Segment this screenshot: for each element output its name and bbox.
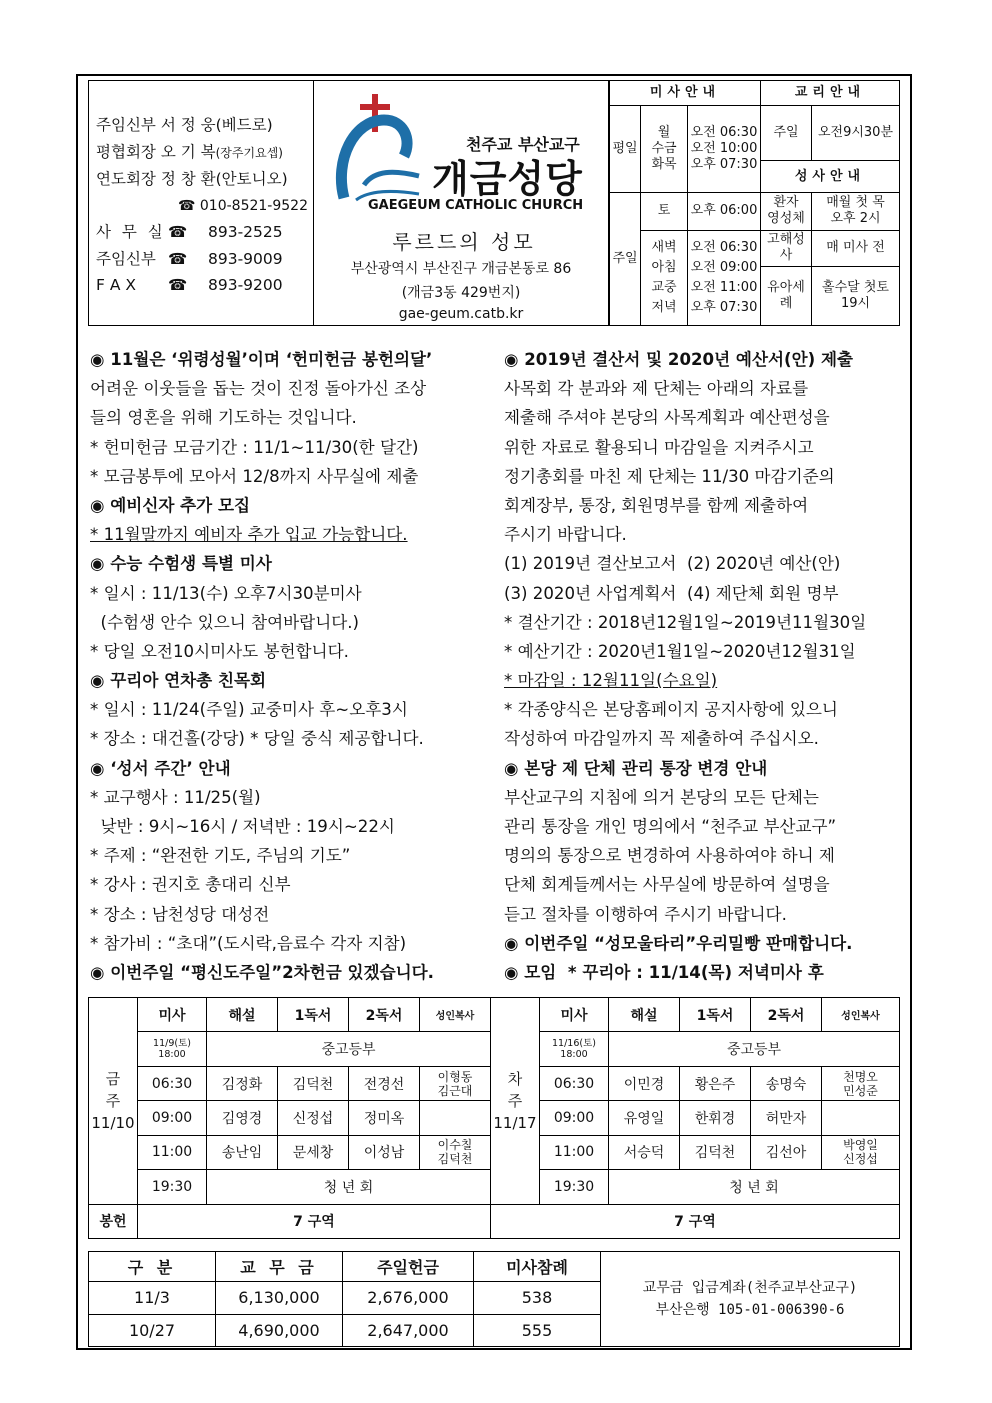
fin-sunday: 2,647,000 (343, 1314, 474, 1346)
finance-table (88, 1251, 900, 1347)
fin-tithe: 6,130,000 (216, 1282, 343, 1314)
notice-line: * 일시 : 11/13(수) 오후7시30분미사 (90, 583, 362, 603)
fin-attendance: 555 (474, 1314, 601, 1346)
this-week-label: 금 주 11/10 (89, 998, 138, 1205)
notice-line: * 예산기간 : 2020년1월1일~2020년12월31일 (504, 641, 856, 661)
right-column (504, 345, 902, 987)
mass-time: 11:00 (540, 1135, 609, 1169)
notice-line: * 당일 오전10시미사도 봉헌합니다. (90, 641, 349, 661)
notice-line: 듣고 절차를 이행하여 주시기 바랍니다. (504, 904, 787, 924)
reader1: 한휘경 (680, 1101, 751, 1135)
reader1: 김덕천 (680, 1135, 751, 1169)
reader2: 송명숙 (751, 1066, 822, 1100)
col-commentary: 해설 (207, 998, 278, 1032)
notice-heading: ◉ ‘성서 주간’ 안내 (90, 758, 231, 778)
notice-line: * 모금봉투에 모아서 12/8까지 사무실에 제출 (90, 466, 419, 486)
fin-period: 11/3 (89, 1282, 216, 1314)
phone-fax: F A X ☎ 893-9200 (96, 276, 283, 294)
mass-time: 09:00 (540, 1101, 609, 1135)
col-server: 성인복사 (420, 998, 491, 1032)
mass-time: 06:30 (540, 1066, 609, 1100)
notice-heading: ◉ 본당 제 단체 관리 통장 변경 안내 (504, 758, 768, 778)
commentator: 김정화 (207, 1066, 278, 1100)
col-server: 성인복사 (822, 998, 900, 1032)
servers: 천명오 민성준 (822, 1066, 900, 1100)
staff-mobile: ☎ 010-8521-9522 (178, 197, 308, 214)
fin-col-attendance: 미사참례 (474, 1252, 601, 1282)
evening-group: 청 년 회 (207, 1170, 491, 1204)
notice-line: 단체 회계들께서는 사무실에 방문하여 설명을 (504, 875, 830, 895)
col-reading1: 1독서 (680, 998, 751, 1032)
notice-line: 제출해 주셔야 본당의 사목계획과 예산편성을 (504, 408, 830, 428)
reader2: 정미옥 (349, 1101, 420, 1135)
staff-list (96, 112, 310, 299)
patron-name: 루르드의 성모 (392, 230, 536, 254)
notice-heading: ◉ 이번주일 “평신도주일”2차헌금 있겠습니다. (90, 962, 434, 982)
fin-col-sunday: 주일헌금 (343, 1252, 474, 1282)
mass-time: 19:30 (138, 1170, 207, 1204)
reader1: 신정섭 (278, 1101, 349, 1135)
next-week-label: 차 주 11/17 (491, 998, 540, 1205)
commentator: 김영경 (207, 1101, 278, 1135)
notice-line: * 결산기간 : 2018년12월1일~2019년11월30일 (504, 612, 867, 632)
church-name-en: GAEGEUM CATHOLIC CHURCH (368, 198, 584, 213)
diocese-name: 천주교 부산교구 (466, 135, 580, 154)
notice-heading: ◉ 모임 * 꾸리아 : 11/14(목) 저녁미사 후 (504, 962, 824, 982)
notice-line: (1) 2019년 결산보고서 (2) 2020년 예산(안) (504, 554, 841, 574)
notice-heading: ◉ 꾸리아 연차총 친목회 (90, 671, 267, 691)
notice-line: 위한 자료로 활용되니 마감일을 지켜주시고 (504, 437, 814, 457)
weekday-days: 월 수금 화목 (641, 106, 688, 193)
reader1: 문세창 (278, 1135, 349, 1169)
notice-line: 관리 통장을 개인 명의에서 “천주교 부산교구” (504, 817, 837, 836)
sacr-baptism-label: 유아세례 (761, 266, 812, 325)
church-logo-icon (324, 90, 424, 205)
notice-line: 어려운 이웃들을 돕는 것이 진정 돌아가신 조상 (90, 379, 427, 399)
sat-time: 오후 06:00 (688, 192, 761, 230)
notice-line: * 각종양식은 본당홈페이지 공지사항에 있으니 (504, 700, 838, 720)
col-reading1: 1독서 (278, 998, 349, 1032)
staff-pastor: 주임신부 서 정 웅(베드로) (96, 116, 273, 134)
servers: 박영일 신정섭 (822, 1135, 900, 1169)
reader2: 김선아 (751, 1135, 822, 1169)
account-info (601, 1252, 900, 1347)
website-url: gae-geum.catb.kr (398, 306, 524, 322)
sat-group: 중고등부 (207, 1032, 491, 1066)
doctrine-label: 주일 (761, 106, 812, 161)
commentator: 유영일 (609, 1101, 680, 1135)
sat-group: 중고등부 (609, 1032, 900, 1066)
weekday-times: 오전 06:30 오전 10:00 오후 07:30 (688, 106, 761, 193)
left-column (90, 345, 496, 987)
notice-line: * 마감일 : 12월11일(수요일) (504, 671, 718, 691)
notice-line: 들의 영혼을 위해 기도하는 것입니다. (90, 408, 357, 428)
reader2: 허만자 (751, 1101, 822, 1135)
notice-line: * 주제 : “완전한 기도, 주님의 기도” (90, 846, 351, 866)
notice-line: * 장소 : 대건홀(강당) * 당일 중식 제공합니다. (90, 729, 424, 749)
notice-line: 명의의 통장으로 변경하여 사용하여야 하니 제 (504, 846, 835, 866)
church-name: 개금성당 (432, 157, 583, 201)
notice-line: * 일시 : 11/24(주일) 교중미사 후~오후3시 (90, 700, 408, 720)
fin-attendance: 538 (474, 1282, 601, 1314)
notice-line: 작성하여 마감일까지 꼭 제출하여 주십시오. (504, 729, 819, 749)
mass-time: 06:30 (138, 1066, 207, 1100)
reader2: 전경선 (349, 1066, 420, 1100)
account-title: 교무금 입금계좌(천주교부산교구) (642, 1280, 858, 1296)
sacr-confession-label: 고해성사 (761, 230, 812, 266)
col-mass: 미사 (540, 998, 609, 1032)
mass-time: 09:00 (138, 1101, 207, 1135)
notice-line: 정기총회를 마친 제 단체는 11/30 마감기준의 (504, 466, 835, 486)
fin-tithe: 4,690,000 (216, 1314, 343, 1346)
staff-memorial: 연도회장 정 창 환(안토니오) (96, 170, 288, 188)
notice-line: 주시기 바랍니다. (504, 525, 627, 545)
notice-heading: ◉ 2019년 결산서 및 2020년 예산서(안) 제출 (504, 350, 854, 369)
notice-heading: ◉ 이번주일 “성모울타리”우리밀빵 판매합니다. (504, 933, 853, 953)
commentator: 송난임 (207, 1135, 278, 1169)
address-old: (개금3동 429번지) (401, 285, 521, 301)
mass-info-title: 미사안내 (610, 81, 761, 106)
notice-line: 낮반 : 9시~16시 / 저녁반 : 19시~22시 (90, 817, 395, 836)
notice-line: (3) 2020년 사업계획서 (4) 제단체 회원 명부 (504, 583, 839, 603)
sacr-baptism-value: 홀수달 첫토 19시 (812, 266, 900, 325)
sacrament-title: 성사안내 (761, 161, 900, 193)
notice-line: * 헌미헌금 모금기간 : 11/1~11/30(한 달간) (90, 437, 419, 457)
servers: 이수칠 김덕천 (420, 1135, 491, 1169)
sunday-mass-names: 새벽 아침 교중 저녁 (641, 230, 688, 325)
address: 부산광역시 부산진구 개금본동로 86 (350, 261, 572, 277)
fin-col-period: 구 분 (89, 1252, 216, 1282)
servers (822, 1101, 900, 1135)
col-mass: 미사 (138, 998, 207, 1032)
mass-time: 11:00 (138, 1135, 207, 1169)
notice-line: * 강사 : 권지호 총대리 신부 (90, 875, 291, 895)
account-number: 부산은행 105-01-006390-6 (655, 1302, 845, 1318)
fin-period: 10/27 (89, 1314, 216, 1346)
reader1: 김덕천 (278, 1066, 349, 1100)
mass-time: 19:30 (540, 1170, 609, 1204)
notice-line: 회계장부, 통장, 회원명부를 함께 제출하여 (504, 495, 809, 515)
servers (420, 1101, 491, 1135)
notice-line: * 교구행사 : 11/25(월) (90, 787, 261, 807)
offering-next-week: 7 구역 (491, 1204, 900, 1238)
servers: 이형동 김근대 (420, 1066, 491, 1100)
commentator: 서승덕 (609, 1135, 680, 1169)
doctrine-time: 오전9시30분 (812, 106, 900, 161)
notice-line: 부산교구의 지침에 의거 본당의 모든 단체는 (504, 787, 819, 807)
sat-mass-time: 11/16(토) 18:00 (540, 1032, 609, 1066)
phone-office: 사 무 실 ☎ 893-2525 (96, 223, 283, 241)
sacr-sick-value: 매월 첫 목 오후 2시 (812, 192, 900, 230)
notice-heading: ◉ 수능 수험생 특별 미사 (90, 554, 272, 574)
staff-council: 평협회장 오 기 복(장주기요셉) (96, 142, 283, 161)
church-logo-area (313, 80, 609, 326)
offering-label: 봉헌 (89, 1204, 138, 1238)
notice-line: * 참가비 : “초대”(도시락,음료수 각자 지참) (90, 933, 407, 953)
sunday-mass-times: 오전 06:30 오전 09:00 오전 11:00 오후 07:30 (688, 230, 761, 325)
col-commentary: 해설 (609, 998, 680, 1032)
phone-pastor: 주임신부 ☎ 893-9009 (96, 249, 283, 268)
fin-sunday: 2,676,000 (343, 1282, 474, 1314)
mass-doctrine-table (609, 80, 900, 326)
commentator: 이민경 (609, 1066, 680, 1100)
notice-line: * 11월말까지 예비자 추가 입교 가능합니다. (90, 525, 408, 545)
notice-heading: ◉ 예비신자 추가 모집 (90, 495, 251, 515)
col-reading2: 2독서 (751, 998, 822, 1032)
reader1: 황은주 (680, 1066, 751, 1100)
notice-heading: ◉ 11월은 ‘위령성월’이며 ‘헌미헌금 봉헌의달’ (90, 350, 433, 369)
sacr-confession-value: 매 미사 전 (812, 230, 900, 266)
sunday-label: 주일 (610, 192, 641, 325)
sat-mass-time: 11/9(토) 18:00 (138, 1032, 207, 1066)
notice-line: * 장소 : 남천성당 대성전 (90, 904, 270, 924)
doctrine-title: 교리안내 (761, 81, 900, 106)
reader2: 이성남 (349, 1135, 420, 1169)
ministry-schedule-table (88, 997, 900, 1239)
sat-label: 토 (641, 192, 688, 230)
weekday-label: 평일 (610, 106, 641, 193)
notice-line: (수험생 안수 있으니 참여바랍니다.) (90, 612, 360, 632)
notice-line: 사목회 각 분과와 제 단체는 아래의 자료를 (504, 379, 809, 399)
evening-group: 청 년 회 (609, 1170, 900, 1204)
offering-this-week: 7 구역 (138, 1204, 491, 1238)
sacr-sick-label: 환자 영성체 (761, 192, 812, 230)
col-reading2: 2독서 (349, 998, 420, 1032)
fin-col-tithe: 교 무 금 (216, 1252, 343, 1282)
